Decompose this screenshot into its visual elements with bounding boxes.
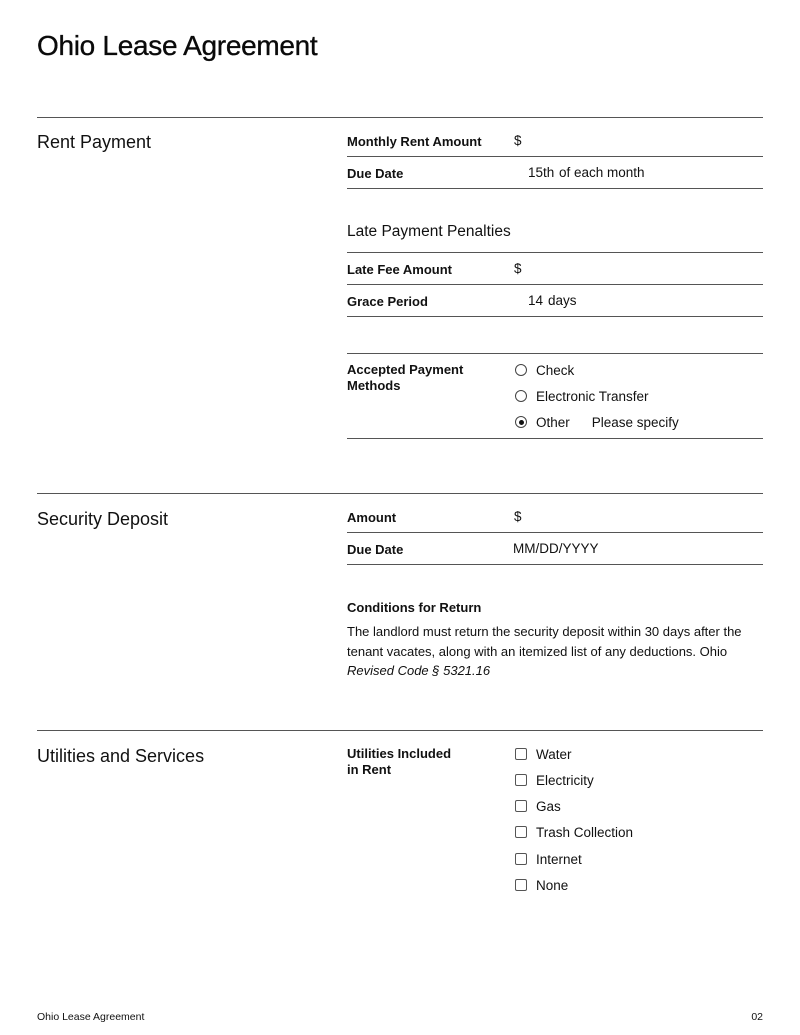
checkbox-label: Gas — [536, 798, 561, 814]
deposit-fields — [347, 501, 763, 565]
deposit-due-date-input[interactable]: MM/DD/YYYY — [513, 541, 599, 556]
utilities-label-line2: in Rent — [347, 762, 392, 777]
late-fee-input[interactable] — [514, 261, 522, 276]
section-divider — [37, 730, 763, 731]
checkbox-gas[interactable] — [514, 797, 561, 815]
checkbox-none[interactable] — [514, 876, 568, 894]
rent-fields — [347, 125, 763, 189]
checkbox-electricity[interactable] — [514, 771, 594, 789]
divider — [347, 438, 763, 439]
payment-methods-label-line2: Methods — [347, 378, 401, 393]
late-penalty-fields — [347, 252, 763, 317]
radio-label: Check — [536, 362, 575, 378]
currency-prefix: $ — [514, 133, 522, 148]
checkbox-icon[interactable] — [515, 748, 527, 760]
radio-unselected-icon[interactable] — [515, 390, 527, 402]
conditions-heading: Conditions for Return — [347, 600, 482, 615]
radio-label: Electronic Transfer — [536, 388, 649, 404]
deposit-amount-row — [347, 501, 763, 533]
checkbox-icon[interactable] — [515, 800, 527, 812]
rent-due-date-label: Due Date — [347, 166, 404, 181]
checkbox-trash-collection[interactable] — [514, 823, 633, 841]
section-title-security-deposit: Security Deposit — [37, 509, 169, 529]
section-title-rent-payment: Rent Payment — [37, 132, 152, 152]
deposit-amount-input[interactable] — [514, 509, 522, 524]
monthly-rent-label: Monthly Rent Amount — [347, 134, 482, 149]
rent-due-date-suffix: of each month — [559, 165, 645, 180]
checkbox-internet[interactable] — [514, 850, 582, 868]
monthly-rent-row — [347, 125, 763, 157]
checkbox-label: Trash Collection — [536, 824, 634, 840]
grace-period-row — [347, 285, 763, 317]
currency-prefix: $ — [514, 261, 522, 276]
deposit-due-date-row — [347, 533, 763, 565]
conditions-text — [347, 622, 763, 681]
utilities-included-label — [347, 746, 451, 778]
checkbox-water[interactable] — [514, 745, 572, 763]
deposit-amount-label: Amount — [347, 510, 397, 525]
payment-methods-label — [347, 362, 463, 394]
payment-methods-label-line1: Accepted Payment — [347, 362, 464, 377]
conditions-body: The landlord must return the security deposit within 30 days after the tenant vacates, along with an itemized list of any deductions. Ohio — [347, 624, 742, 659]
checkbox-label: Water — [536, 746, 572, 762]
currency-prefix: $ — [514, 509, 522, 524]
checkbox-label: None — [536, 877, 569, 893]
grace-period-input[interactable]: 14 — [528, 293, 544, 308]
checkbox-icon[interactable] — [515, 774, 527, 786]
radio-unselected-icon[interactable] — [515, 364, 527, 376]
checkbox-icon[interactable] — [515, 879, 527, 891]
divider — [347, 353, 763, 354]
section-title-utilities: Utilities and Services — [37, 746, 205, 766]
radio-option-other[interactable] — [514, 413, 679, 431]
late-penalties-heading: Late Payment Penalties — [347, 223, 511, 240]
rent-due-day-input[interactable]: 15th — [528, 165, 555, 180]
other-specify-input[interactable]: Please specify — [591, 414, 679, 430]
legal-citation: Revised Code § 5321.16 — [347, 663, 491, 678]
late-fee-label: Late Fee Amount — [347, 262, 452, 277]
page-title: Ohio Lease Agreement — [37, 30, 318, 61]
utilities-label-line1: Utilities Included — [347, 746, 452, 761]
grace-period-label: Grace Period — [347, 294, 428, 309]
checkbox-icon[interactable] — [515, 853, 527, 865]
late-fee-row — [347, 253, 763, 285]
section-divider — [37, 493, 763, 494]
radio-option-check[interactable] — [514, 361, 574, 379]
grace-period-unit: days — [548, 293, 577, 308]
checkbox-icon[interactable] — [515, 826, 527, 838]
section-divider — [37, 117, 763, 118]
checkbox-label: Electricity — [536, 772, 594, 788]
deposit-due-date-label: Due Date — [347, 542, 404, 557]
radio-option-electronic-transfer[interactable] — [514, 387, 649, 405]
checkbox-label: Internet — [536, 851, 582, 867]
footer-title: Ohio Lease Agreement — [37, 1011, 145, 1023]
monthly-rent-input[interactable] — [514, 133, 522, 148]
page-number: 02 — [751, 1011, 763, 1023]
rent-due-date-row — [347, 157, 763, 189]
radio-selected-icon[interactable] — [515, 416, 527, 428]
radio-label: Other — [536, 414, 570, 430]
